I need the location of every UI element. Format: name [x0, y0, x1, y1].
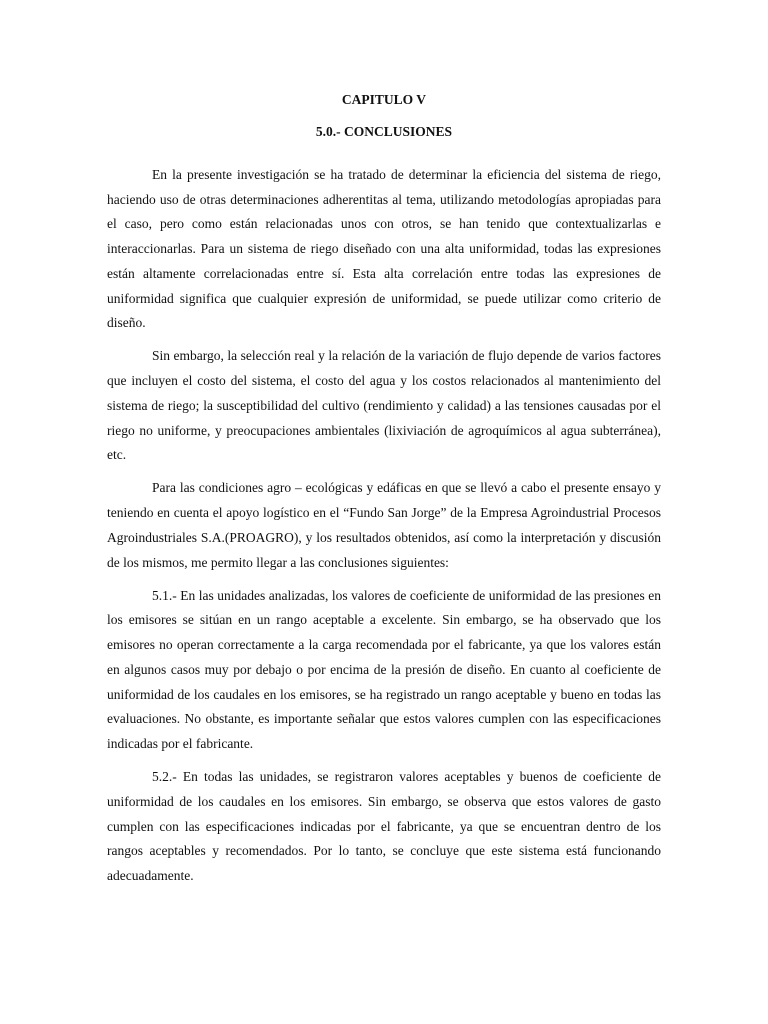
section-title: 5.0.- CONCLUSIONES [315, 124, 453, 139]
paragraph-conditions: Para las condiciones agro – ecológicas y edáficas en que se llevó a cabo el presente ensayo y teniendo en cuenta el apoyo logístico en el “Fundo San Jorge” de la Empresa Agroindustrial Procesos Agroindustriales S.A.(PROAGRO), y los resultados obtenidos, así como la interpretación y discusión de los mismos, me permito llegar a las conclusiones siguientes: [107, 480, 661, 570]
chapter-title: CAPITULO V [341, 92, 427, 107]
document-body [107, 163, 661, 897]
paragraph-conclusion-5-2: 5.2.- En todas las unidades, se registraron valores aceptables y buenos de coeficiente de uniformidad de los caudales en los emisores. Sin embargo, se observa que estos valores de gasto cumplen con las especificaciones indicadas por el fabricante, ya que se encuentran dentro de los rangos aceptables y recomendados. Por lo tanto, se concluye que este sistema está funcionando adecuadamente. [107, 769, 661, 883]
paragraph-intro: En la presente investigación se ha tratado de determinar la eficiencia del sistema de riego, haciendo uso de otras determinaciones adherentitas al tema, utilizando metodologías apropiadas para el caso, pero como están relacionadas unos con otros, se han tenido que contextualizarlas e interaccionarlas. Para un sistema de riego diseñado con una alta uniformidad, todas las expresiones están altamente correlacionadas entre sí. Esta alta correlación entre todas las expresiones de uniformidad significa que cualquier expresión de uniformidad, se puede utilizar como criterio de diseño. [107, 167, 661, 331]
paragraph-factors: Sin embargo, la selección real y la relación de la variación de flujo depende de varios factores que incluyen el costo del sistema, el costo del agua y los costos relacionados al mantenimiento del sistema de riego; la susceptibilidad del cultivo (rendimiento y calidad) a las tensiones causadas por el riego no uniforme, y preocupaciones ambientales (lixiviación de agroquímicos al agua subterránea), etc. [107, 348, 661, 463]
paragraph-conclusion-5-1: 5.1.- En las unidades analizadas, los valores de coeficiente de uniformidad de las presiones en los emisores se sitúan en un rango aceptable a excelente. Sin embargo, se ha observado que los emisores no operan correctamente a la carga recomendada por el fabricante, ya que los valores están en algunos casos muy por debajo o por encima de la presión de diseño. En cuanto al coeficiente de uniformidad de los caudales en los emisores, se ha registrado un rango aceptable y bueno en todas las evaluaciones. No obstante, es importante señalar que estos valores cumplen con las especificaciones indicadas por el fabricante. [107, 587, 661, 751]
